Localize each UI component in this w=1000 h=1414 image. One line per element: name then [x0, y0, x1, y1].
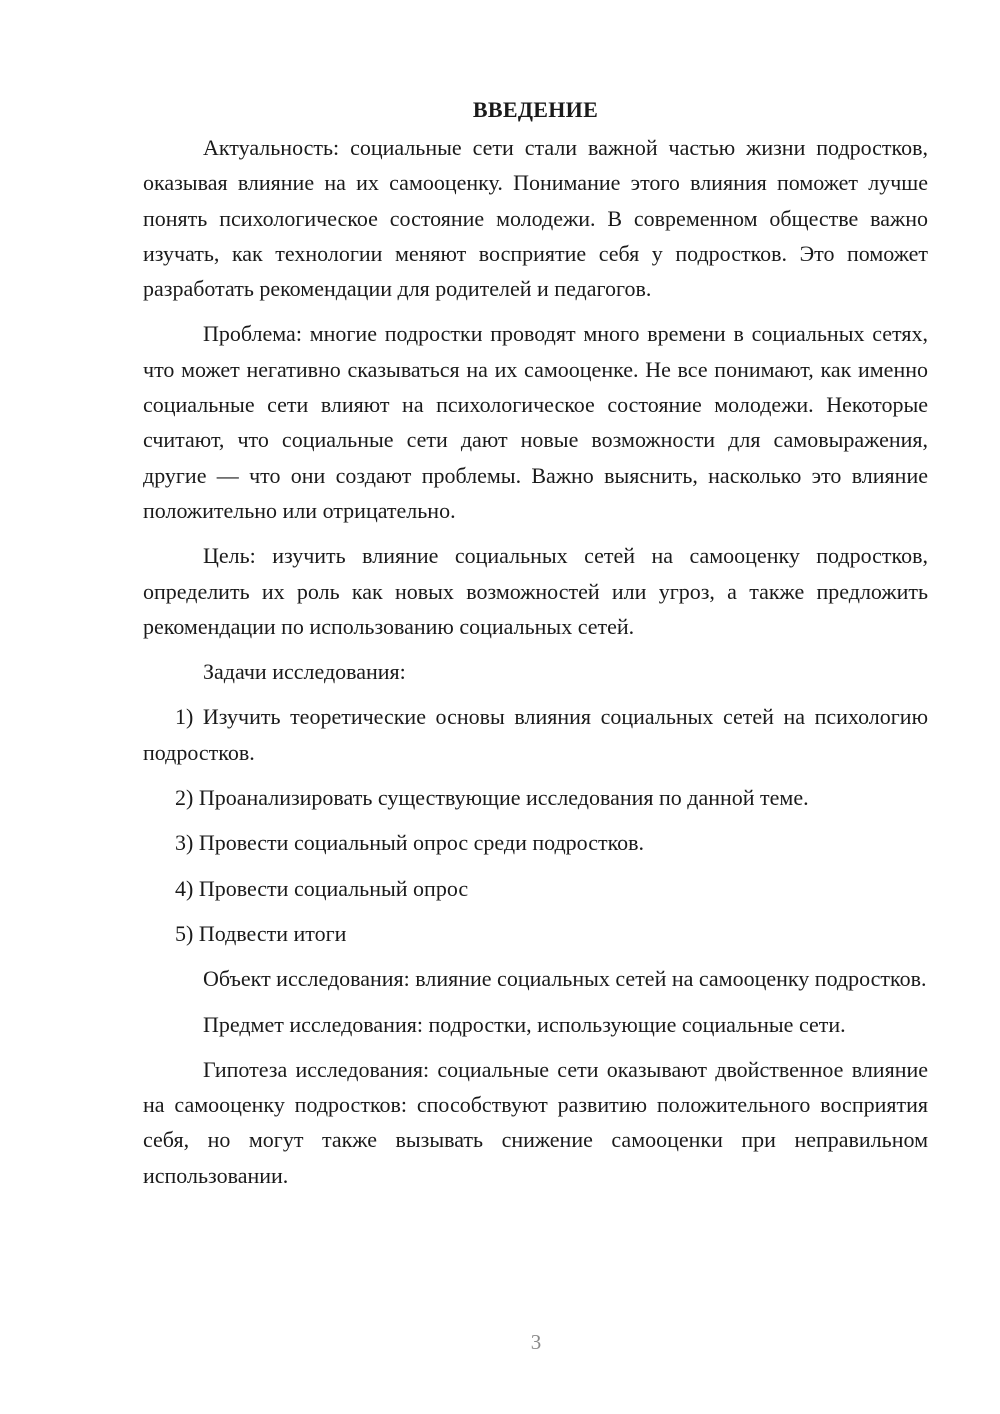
document-page [143, 92, 928, 1193]
paragraph-problem: Проблема: многие подростки проводят много времени в социальных сетях, что может негативно сказываться на их самооценке. Не все понимают, как именно социальные сети влияют на психологическое состояние молодежи. Некоторые считают, что социальные сети дают новые возможности для самовыражения, другие — что они создают проблемы. Важно выяснить, насколько это влияние положительно или отрицательно. [143, 321, 928, 523]
paragraph-hypothesis: Гипотеза исследования: социальные сети оказывают двойственное влияние на самооценку подростков: способствуют развитию положительного восприятия себя, но могут также вызывать снижение самооценки при неправильном использовании. [143, 1056, 928, 1188]
paragraph-tasks-heading: Задачи исследования: [203, 659, 406, 685]
task-item-3: 3) Провести социальный опрос среди подростков. [175, 830, 645, 856]
paragraph-goal: Цель: изучить влияние социальных сетей на самооценку подростков, определить их роль как новых возможностей или угроз, а также предложить рекомендации по использованию социальных сетей. [143, 543, 928, 639]
task-item-4: 4) Провести социальный опрос [175, 875, 469, 901]
page-number: 3 [530, 1330, 542, 1354]
paragraph-object: Объект исследования: влияние социальных сетей на самооценку подростков. [203, 966, 927, 992]
task-item-5: 5) Подвести итоги [175, 920, 347, 946]
paragraph-subject: Предмет исследования: подростки, использующие социальные сети. [203, 1011, 846, 1037]
section-title: ВВЕДЕНИЕ [472, 97, 599, 122]
paragraph-relevance: Актуальность: социальные сети стали важной частью жизни подростков, оказывая влияние на их самооценку. Понимание этого влияния поможет лучше понять психологическое состояние молодежи. В современном обществе важно изучать, как технологии меняют восприятие себя у подростков. Это поможет разработать рекомендации для родителей и педагогов. [143, 135, 928, 302]
task-item-2: 2) Проанализировать существующие исследования по данной теме. [175, 785, 809, 811]
task-item-1: 1) Изучить теоретические основы влияния социальных сетей на психологию подростков. [143, 704, 928, 765]
